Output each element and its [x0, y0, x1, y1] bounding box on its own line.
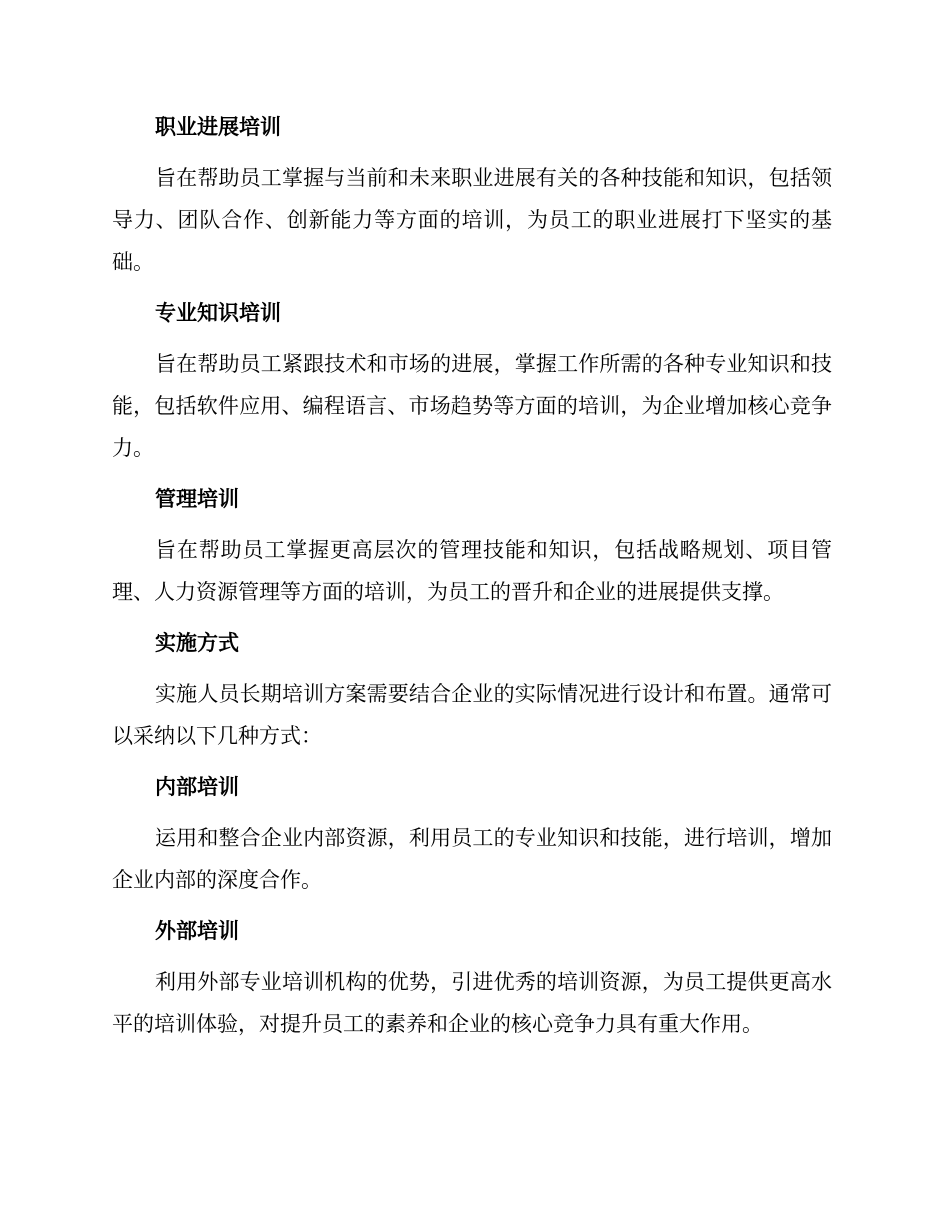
section-heading-implementation: 实施方式 — [155, 630, 239, 655]
section-heading-management: 管理培训 — [155, 486, 239, 511]
section-paragraph-career-development: 旨在帮助员工掌握与当前和未来职业进展有关的各种技能和知识，包括领导力、团队合作、创新能力等方面的培训，为员工的职业进展打下坚实的基础。 — [112, 166, 832, 274]
section-paragraph-external-training: 利用外部专业培训机构的优势，引进优秀的培训资源，为员工提供更高水平的培训体验，对提升员工的素养和企业的核心竞争力具有重大作用。 — [112, 970, 832, 1036]
section-paragraph-professional-knowledge: 旨在帮助员工紧跟技术和市场的进展，掌握工作所需的各种专业知识和技能，包括软件应用、编程语言、市场趋势等方面的培训，为企业增加核心竞争力。 — [112, 352, 832, 460]
section-heading-career-development: 职业进展培训 — [155, 114, 281, 139]
section-paragraph-management: 旨在帮助员工掌握更高层次的管理技能和知识，包括战略规划、项目管理、人力资源管理等方面的培训，为员工的晋升和企业的进展提供支撑。 — [112, 538, 832, 604]
section-heading-internal-training: 内部培训 — [155, 774, 239, 799]
section-paragraph-implementation: 实施人员长期培训方案需要结合企业的实际情况进行设计和布置。通常可以采纳以下几种方式： — [112, 682, 832, 748]
section-heading-professional-knowledge: 专业知识培训 — [155, 300, 281, 325]
document-page — [112, 107, 832, 1055]
section-heading-external-training: 外部培训 — [155, 918, 239, 943]
section-paragraph-internal-training: 运用和整合企业内部资源，利用员工的专业知识和技能，进行培训，增加企业内部的深度合作。 — [112, 826, 832, 892]
